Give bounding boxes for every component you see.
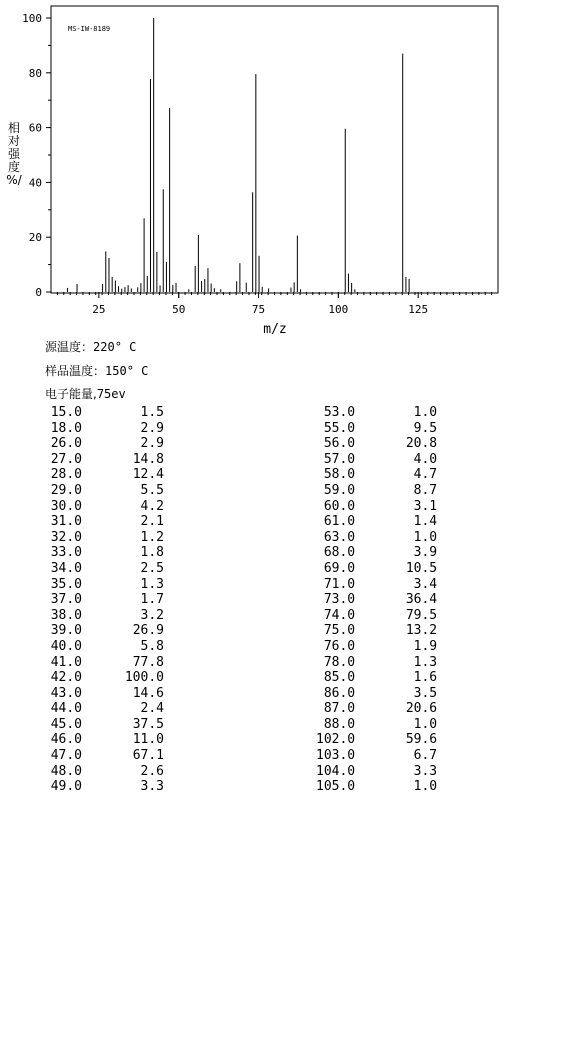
table-row [316,452,437,468]
intensity-value: 1.9 [413,638,438,654]
table-row [48,732,164,748]
table-row [316,421,437,437]
intensity-value: 1.0 [413,716,438,732]
mz-value: 49.0 [50,779,82,795]
mz-value: 61.0 [323,514,356,530]
x-tick-label: 75 [251,303,266,316]
table-row [316,483,437,499]
intensity-value: 10.5 [405,560,438,576]
mz-value: 57.0 [323,451,356,467]
intensity-value: 77.8 [132,654,164,670]
y-axis-label-char: 度 [7,160,21,174]
intensity-value: 2.5 [140,560,164,576]
table-row [316,701,437,717]
table-row [316,530,437,546]
mz-value: 63.0 [323,529,356,545]
mz-value: 39.0 [50,623,82,639]
mz-value: 58.0 [323,467,356,483]
mz-value: 45.0 [50,716,82,732]
table-row [48,577,164,593]
mz-value: 40.0 [50,638,82,654]
intensity-value: 1.0 [413,405,438,420]
y-tick-label: 100 [22,12,42,25]
table-row [316,623,437,639]
intensity-value: 1.6 [413,670,438,686]
table-row [48,592,164,608]
peak-table-right [316,405,437,795]
intensity-value: 4.2 [140,498,164,514]
spectrum-id-label: MS-IW-8189 [68,25,111,33]
y-tick-label: 40 [28,176,42,190]
intensity-value: 14.8 [132,451,164,467]
table-row [48,623,164,639]
mz-value: 85.0 [323,670,356,686]
mz-value: 68.0 [323,545,356,561]
mz-value: 30.0 [50,498,82,514]
mz-value: 33.0 [50,545,82,561]
table-row [316,467,437,483]
intensity-value: 36.4 [405,592,438,608]
intensity-value: 2.9 [140,436,164,452]
y-tick-label: 60 [28,121,42,135]
intensity-value: 1.0 [413,779,438,795]
intensity-value: 6.7 [413,748,438,764]
table-row [316,670,437,686]
table-row [316,561,437,577]
y-axis-label-char: 强 [7,147,21,161]
table-row [48,608,164,624]
table-row [316,405,437,421]
intensity-value: 4.7 [413,467,438,483]
electron-energy [45,385,126,402]
table-row [48,452,164,468]
mz-value: 28.0 [50,467,82,483]
table-row [48,561,164,577]
table-row [48,467,164,483]
sample-temperature [45,362,148,379]
table-row [316,545,437,561]
intensity-value: 9.5 [413,420,438,436]
x-tick-label: 100 [328,303,349,316]
intensity-value: 20.6 [405,701,438,717]
table-row [316,608,437,624]
table-row [48,779,164,795]
y-axis-label-char: 对 [7,134,21,148]
table-row [48,655,164,671]
table-row [48,421,164,437]
table-row [316,514,437,530]
mz-value: 102.0 [316,732,356,748]
mz-value: 31.0 [50,514,82,530]
source-temperature [45,338,136,355]
mass-spectrum-chart [0,0,570,340]
mz-value: 27.0 [50,451,82,467]
intensity-value: 11.0 [132,732,164,748]
table-row [316,639,437,655]
table-row [48,499,164,515]
mz-value: 46.0 [50,732,82,748]
table-row [48,483,164,499]
intensity-value: 4.0 [413,451,438,467]
intensity-value: 3.4 [413,576,438,592]
intensity-value: 67.1 [132,748,164,764]
mz-value: 53.0 [323,405,356,420]
y-axis-label-char: %/ [6,173,22,187]
intensity-value: 26.9 [132,623,164,639]
mz-value: 47.0 [50,748,82,764]
intensity-value: 3.2 [140,607,164,623]
mz-value: 55.0 [323,420,356,436]
mz-value: 32.0 [50,529,82,545]
intensity-value: 12.4 [132,467,164,483]
mz-value: 78.0 [323,654,356,670]
plot-frame [51,6,498,293]
mz-value: 18.0 [50,420,82,436]
mz-value: 76.0 [323,638,356,654]
intensity-value: 37.5 [132,716,164,732]
table-row [48,545,164,561]
mz-value: 73.0 [323,592,356,608]
intensity-value: 5.8 [140,638,164,654]
table-row [316,717,437,733]
mz-value: 74.0 [323,607,356,623]
mz-value: 88.0 [323,716,356,732]
electron-energy-label: 电子能量, [45,387,97,401]
table-row [48,639,164,655]
y-tick-label: 20 [28,231,42,245]
table-row [48,764,164,780]
intensity-value: 79.5 [405,607,438,623]
mz-value: 59.0 [323,482,356,498]
x-tick-label: 125 [408,303,429,316]
sample-temperature-value: 150° C [105,364,149,378]
intensity-value: 100.0 [124,670,164,686]
y-axis-label-char: 相 [7,121,21,135]
mz-value: 86.0 [323,685,356,701]
table-row [48,405,164,421]
mz-value: 35.0 [50,576,82,592]
mz-value: 34.0 [50,560,82,576]
table-row [48,514,164,530]
table-row [316,592,437,608]
table-row [316,764,437,780]
x-axis-label: m/z [263,322,287,337]
mz-value: 38.0 [50,607,82,623]
table-row [316,655,437,671]
intensity-value: 1.5 [140,405,164,420]
mz-value: 103.0 [316,748,356,764]
intensity-value: 5.5 [140,482,164,498]
table-row [316,779,437,795]
mz-value: 43.0 [50,685,82,701]
mz-value: 105.0 [316,779,356,795]
y-axis-label [6,120,22,187]
table-row [48,701,164,717]
table-row [48,530,164,546]
x-tick-label: 25 [92,303,106,316]
intensity-value: 59.6 [405,732,438,748]
table-row [48,436,164,452]
intensity-value: 1.7 [140,592,164,608]
mz-value: 60.0 [323,498,356,514]
electron-energy-value: 75ev [96,387,126,401]
mz-value: 26.0 [50,436,82,452]
mz-value: 87.0 [323,701,356,717]
mz-value: 44.0 [50,701,82,717]
mz-value: 104.0 [316,763,356,779]
intensity-value: 3.3 [413,763,438,779]
mz-value: 69.0 [323,560,356,576]
intensity-value: 2.9 [140,420,164,436]
mz-value: 41.0 [50,654,82,670]
y-tick-label: 80 [28,66,42,80]
mz-value: 71.0 [323,576,356,592]
x-tick-label: 50 [172,303,186,316]
table-row [48,686,164,702]
mz-value: 75.0 [323,623,356,639]
intensity-value: 3.3 [140,779,164,795]
mz-value: 15.0 [50,405,82,420]
intensity-value: 1.2 [140,529,164,545]
intensity-value: 8.7 [413,482,438,498]
intensity-value: 1.0 [413,529,438,545]
peak-table-left [48,405,164,795]
mz-value: 42.0 [50,670,82,686]
mz-value: 56.0 [323,436,356,452]
table-row [48,670,164,686]
intensity-value: 3.9 [413,545,438,561]
intensity-value: 1.8 [140,545,164,561]
mz-value: 29.0 [50,482,82,498]
table-row [316,577,437,593]
intensity-value: 3.5 [413,685,438,701]
intensity-value: 1.4 [413,514,438,530]
table-row [48,717,164,733]
table-row [316,748,437,764]
intensity-value: 20.8 [405,436,438,452]
intensity-value: 3.1 [413,498,438,514]
table-row [316,499,437,515]
intensity-value: 1.3 [413,654,438,670]
table-row [316,732,437,748]
intensity-value: 2.6 [140,763,164,779]
intensity-value: 13.2 [405,623,438,639]
source-temperature-value: 220° C [93,340,137,354]
source-temperature-label: 源温度： [45,340,94,354]
table-row [316,686,437,702]
intensity-value: 2.4 [140,701,164,717]
intensity-value: 1.3 [140,576,164,592]
sample-temperature-label: 样品温度： [45,364,106,378]
intensity-value: 14.6 [132,685,164,701]
intensity-value: 2.1 [140,514,164,530]
mz-value: 37.0 [50,592,82,608]
y-tick-label: 0 [35,286,42,299]
mz-value: 48.0 [50,763,82,779]
table-row [48,748,164,764]
table-row [316,436,437,452]
